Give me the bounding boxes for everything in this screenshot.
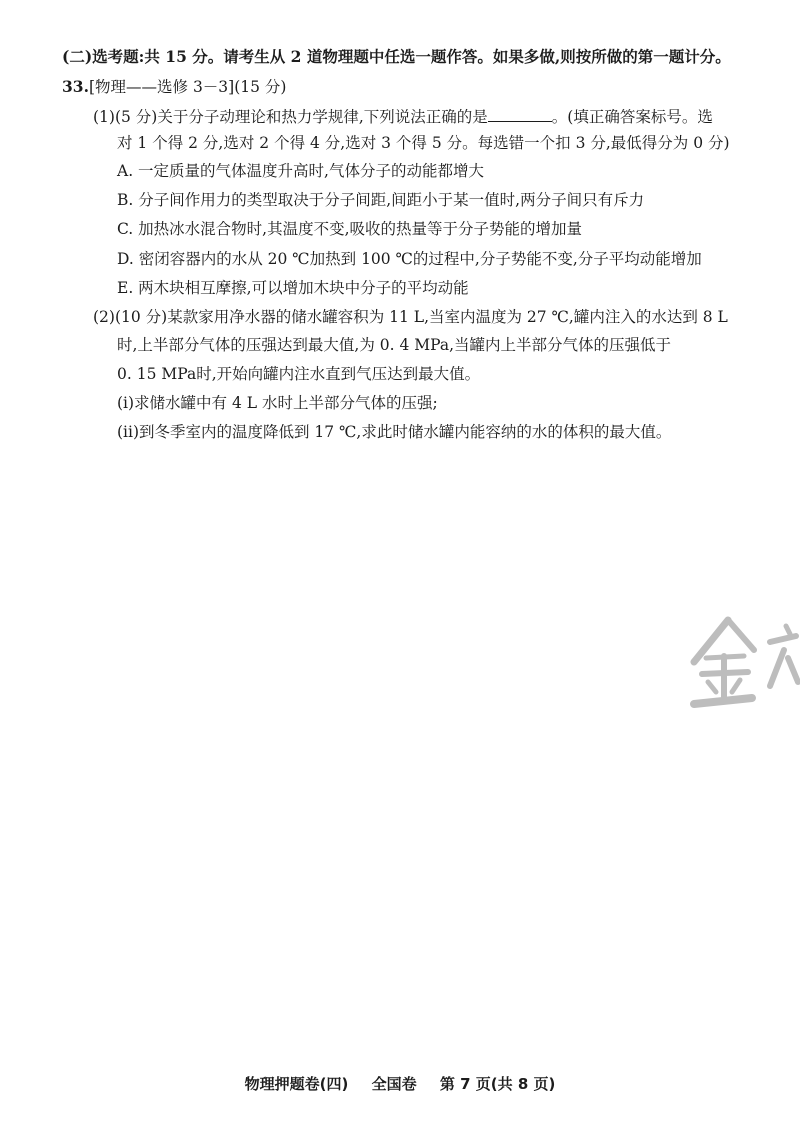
part2-line-2: 时,上半部分气体的压强达到最大值,为 0. 4 MPa,当罐内上半部分气体的压强低于	[117, 336, 672, 354]
option-d: D. 密闭容器内的水从 20 ℃加热到 100 ℃的过程中,分子势能不变,分子平均动能增加	[117, 250, 702, 268]
part1-stem	[93, 107, 713, 127]
part2-line-1: (2)(10 分)某款家用净水器的储水罐容积为 11 L,当室内温度为 27 ℃,罐内注入的水达到 8 L	[93, 308, 728, 326]
question-header	[62, 77, 286, 97]
part2-subquestion-ii: (ii)到冬季室内的温度降低到 17 ℃,求此时储水罐内能容纳的水的体积的最大值。	[117, 423, 672, 441]
option-a: A. 一定质量的气体温度升高时,气体分子的动能都增大	[117, 162, 484, 180]
section-heading: (二)选考题:共 15 分。请考生从 2 道物理题中任选一题作答。如果多做,则按所做的第一题计分。	[62, 47, 731, 66]
part1-scoring-note: 对 1 个得 2 分,选对 2 个得 4 分,选对 3 个得 5 分。每选错一个扣 3 分,最低得分为 0 分)	[117, 134, 730, 152]
part2-line-3: 0. 15 MPa时,开始向罐内注水直到气压达到最大值。	[117, 365, 481, 383]
footer-exam-title: 物理押题卷(四)	[244, 1075, 349, 1093]
watermark-brush-strokes	[688, 606, 800, 716]
option-e: E. 两木块相互摩擦,可以增加木块中分子的平均动能	[117, 279, 469, 297]
part1-stem-after: 。(填正确答案标号。选	[551, 108, 713, 126]
footer-page-number: 第 7 页(共 8 页)	[439, 1075, 556, 1093]
answer-blank	[488, 107, 552, 122]
option-c: C. 加热冰水混合物时,其温度不变,吸收的热量等于分子势能的增加量	[117, 220, 583, 238]
footer-edition: 全国卷	[371, 1075, 417, 1093]
brush-watermark	[688, 606, 800, 716]
part1-stem-before: (1)(5 分)关于分子动理论和热力学规律,下列说法正确的是	[93, 108, 488, 126]
part2-subquestion-i: (i)求储水罐中有 4 L 水时上半部分气体的压强;	[117, 394, 438, 412]
page-footer	[0, 1073, 800, 1094]
question-title: [物理——选修 3－3](15 分)	[88, 78, 287, 96]
question-number: 33.	[62, 77, 89, 96]
option-b: B. 分子间作用力的类型取决于分子间距,间距小于某一值时,两分子间只有斥力	[117, 191, 645, 209]
